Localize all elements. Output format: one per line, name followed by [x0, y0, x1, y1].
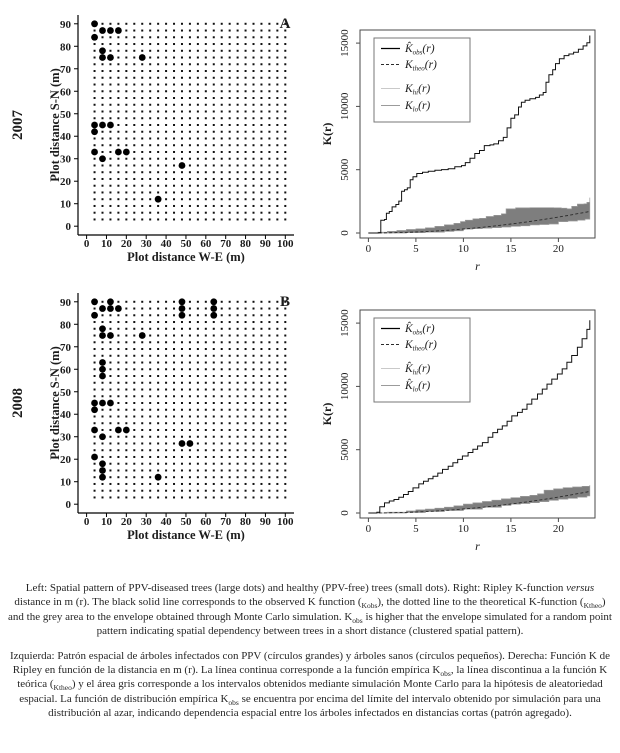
svg-text:40: 40	[160, 516, 172, 528]
svg-text:60: 60	[200, 238, 212, 250]
svg-text:70: 70	[60, 341, 71, 354]
year-label: 2008	[10, 388, 26, 418]
svg-text:K̂lo(r): $K̂_{lo}(r)$	[405, 380, 431, 394]
svg-text:0: 0	[339, 510, 351, 516]
svg-text:90: 90	[60, 18, 71, 31]
svg-text:50: 50	[60, 108, 71, 121]
svg-text:100: 100	[277, 516, 294, 528]
svg-text:15000: 15000	[339, 309, 351, 337]
svg-text:K̂obs(r): $K̂_{obs}(r)$	[405, 43, 435, 57]
svg-text:90: 90	[60, 296, 71, 309]
svg-text:30: 30	[140, 238, 152, 250]
svg-text:15: 15	[505, 523, 517, 535]
healthy-trees-grid	[94, 23, 287, 221]
svg-text:40: 40	[60, 131, 71, 144]
caption-english: Left: Spatial pattern of PPV-diseased trees (large dots) and healthy (PPV-free) trees (small dots). Right: Ripley K-function versus distance in m (r). The black solid line corresponds to the observed K function $(_{Kobs})$, the dotted line to the theoretical K-function $(_{Ktheo})$ and the grey area to the envelope obtained through Monte Carlo simulation. $K_{obs}$ is higher that the envelope simulated for a random point pattern indicating spatial dependency between trees in a short distance (clustered spatial pattern).	[8, 582, 612, 638]
x-axis-title: Plot distance W-E (m)	[127, 250, 245, 264]
svg-text:20: 20	[60, 176, 71, 189]
svg-text:10: 10	[100, 238, 112, 250]
svg-text:0: 0	[83, 238, 90, 250]
svg-text:80: 80	[60, 319, 71, 332]
y-axis-title: Plot distance S-N (m)	[48, 68, 62, 182]
year-label: 2007	[10, 110, 26, 140]
svg-text:40: 40	[60, 409, 71, 422]
caption-spanish: Izquierda: Patrón espacial de árboles infectados con PPV (círculos grandes) y árboles sanos (círculos pequeños). Derecha: Función K de Ripley en función de la distancia en m (r). La línea continua corresponde a la función empírica $K_{obs}$, la línea discontinua a la función K teórica $(_{Ktheo})$ y el área gris corresponde a los intervalos obtenidos mediante simulación Monte Carlo para la hipótesis de aleatoriedad espacial. La función de distribución empírica $K_{obs}$ se encuentra por encima del límite del intervalo obtenido por simulación para una distribución al azar, indicando dependencia espacial entre los árboles infectados en distancias cortas (patrón agregado).	[9, 649, 611, 720]
x-axis-title: r	[475, 539, 480, 553]
svg-text:20: 20	[120, 238, 132, 250]
svg-text:70: 70	[60, 63, 71, 76]
svg-text:20: 20	[552, 523, 564, 535]
svg-text:15000: 15000	[339, 29, 351, 57]
svg-text:Ktheo(r): $K_{theo}(r)$	[405, 59, 437, 73]
kfunction-panel-2007	[320, 29, 595, 273]
svg-text:30: 30	[60, 153, 71, 166]
svg-text:10: 10	[60, 476, 71, 489]
svg-text:10: 10	[457, 243, 469, 255]
svg-text:20: 20	[552, 243, 564, 255]
svg-text:50: 50	[180, 238, 192, 250]
scatter-panel-2008	[10, 293, 294, 542]
svg-text:20: 20	[120, 516, 132, 528]
monte-carlo-envelope	[368, 485, 589, 513]
legend	[374, 318, 470, 402]
svg-text:30: 30	[60, 431, 71, 444]
svg-text:80: 80	[240, 516, 252, 528]
svg-text:40: 40	[160, 238, 172, 250]
svg-text:0: 0	[365, 243, 372, 255]
healthy-trees-grid	[94, 301, 287, 499]
figure-captions	[7, 581, 613, 721]
svg-text:10: 10	[60, 198, 71, 211]
svg-text:60: 60	[60, 86, 71, 99]
svg-text:10: 10	[457, 523, 469, 535]
panel-letter: A	[279, 16, 291, 32]
svg-text:10: 10	[100, 516, 112, 528]
svg-text:70: 70	[220, 516, 232, 528]
svg-text:Ktheo(r): $K_{theo}(r)$	[405, 339, 437, 353]
svg-text:15: 15	[505, 243, 517, 255]
svg-text:5: 5	[413, 523, 419, 535]
legend	[374, 38, 470, 122]
svg-text:0: 0	[339, 230, 351, 236]
svg-text:20: 20	[60, 454, 71, 467]
svg-text:0: 0	[83, 516, 90, 528]
svg-text:50: 50	[60, 386, 71, 399]
y-axis-title: Plot distance S-N (m)	[48, 346, 62, 460]
y-axis-title: K(r)	[320, 122, 334, 146]
svg-text:Klo(r): $K_{lo}(r)$	[405, 100, 431, 114]
svg-text:10000: 10000	[339, 92, 351, 121]
svg-text:30: 30	[140, 516, 152, 528]
svg-text:5000: 5000	[339, 158, 351, 181]
svg-text:70: 70	[220, 238, 232, 250]
svg-text:0: 0	[365, 523, 372, 535]
panel-letter: B	[279, 294, 291, 310]
svg-text:0: 0	[65, 221, 71, 234]
svg-text:60: 60	[60, 364, 71, 377]
svg-text:10000: 10000	[339, 372, 351, 401]
svg-text:60: 60	[200, 516, 212, 528]
svg-text:5000: 5000	[339, 438, 351, 461]
svg-text:100: 100	[277, 238, 294, 250]
svg-text:0: 0	[65, 499, 71, 512]
svg-text:K̂hi(r): $K̂_{hi}(r)$	[405, 363, 431, 377]
svg-text:Khi(r): $K_{hi}(r)$	[405, 83, 431, 97]
svg-text:80: 80	[240, 238, 252, 250]
scatter-panel-2007	[10, 15, 294, 264]
svg-text:5: 5	[413, 243, 419, 255]
svg-text:50: 50	[180, 516, 192, 528]
svg-text:K̂obs(r): $K̂_{obs}(r)$	[405, 323, 435, 337]
diseased-trees	[91, 20, 185, 202]
y-axis-title: K(r)	[320, 402, 334, 426]
x-axis-title: r	[475, 259, 480, 273]
kfunction-panel-2008	[320, 309, 595, 553]
svg-text:90: 90	[259, 516, 271, 528]
x-axis-title: Plot distance W-E (m)	[127, 528, 245, 542]
svg-text:80: 80	[60, 41, 71, 54]
svg-text:90: 90	[259, 238, 271, 250]
